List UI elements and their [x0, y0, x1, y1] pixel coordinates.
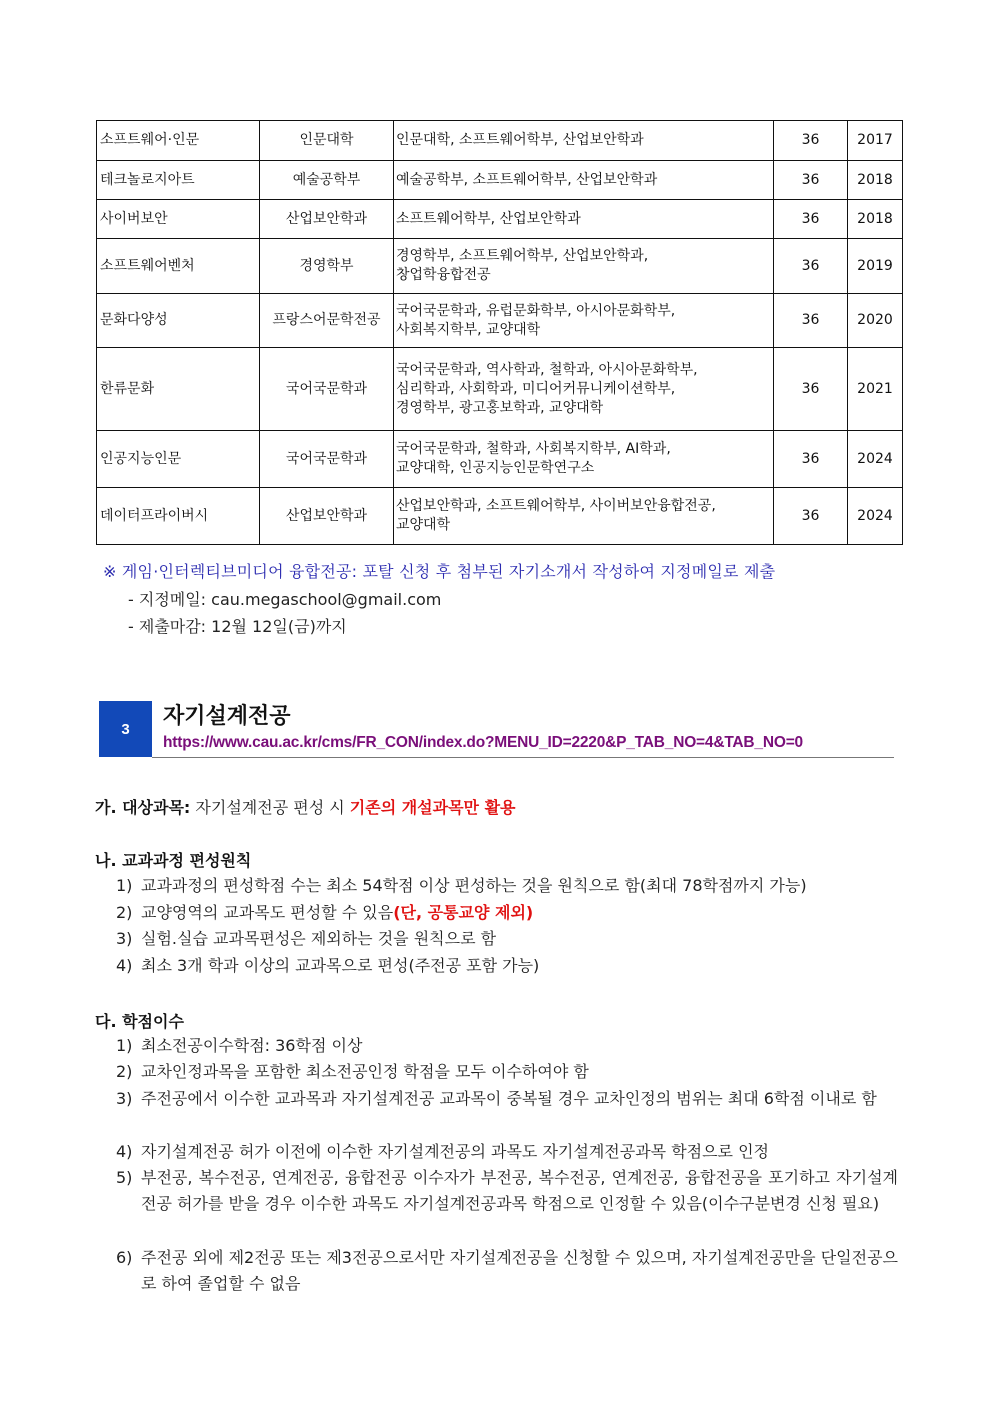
dept-line: 창업학융합전공 [396, 267, 491, 283]
list-item-text [141, 953, 898, 979]
table-row [97, 294, 903, 348]
list-item-body: 최소 3개 학과 이상의 교과목으로 편성(주전공 포함 가능) [141, 956, 540, 975]
list-item-number: 4) [116, 1142, 133, 1161]
year-cell: 2021 [848, 348, 903, 431]
credits-cell: 36 [774, 200, 848, 239]
list-item-body: 부전공, 복수전공, 연계전공, 융합전공 이수자가 부전공, 복수전공, 연계전공, 융합전공을 포기하고 자기설계전공 허가를 받을 경우 이수한 과목도 자기설계전공과목 학점으로 인정할 수 있음(이수구분변경 신청 필요) [141, 1168, 898, 1213]
list-item-number: 3) [116, 1089, 133, 1108]
credits-cell: 36 [774, 431, 848, 488]
year-cell: 2018 [848, 200, 903, 239]
dept-line: 예술공학부, 소프트웨어학부, 산업보안학과 [396, 171, 658, 188]
dept-line: 국어국문학과, 유럽문화학부, 아시아문화학부, [396, 302, 676, 319]
major-name-cell: 소프트웨어벤처 [97, 239, 260, 294]
list-item-text [141, 1139, 898, 1165]
list-item-text [141, 1033, 898, 1059]
list-item-text [141, 873, 898, 899]
target-courses-line [95, 795, 515, 818]
target-courses-highlight: 기존의 개설과목만 활용 [349, 798, 516, 817]
host-dept-cell: 경영학부 [260, 239, 394, 294]
list-item [116, 1245, 898, 1297]
credits-cell: 36 [774, 348, 848, 431]
target-courses-heading: 가. 대상과목: [95, 798, 191, 817]
host-dept-cell: 예술공학부 [260, 161, 394, 200]
year-cell: 2019 [848, 239, 903, 294]
table-row [97, 200, 903, 239]
participating-depts-cell [394, 239, 774, 294]
host-dept-cell: 국어국문학과 [260, 431, 394, 488]
participating-depts-cell [394, 161, 774, 200]
list-item-number: 4) [116, 956, 133, 975]
host-dept-cell: 인문대학 [260, 121, 394, 161]
dept-line: 교양대학, 인공지능인문학연구소 [396, 460, 595, 476]
list-item [116, 1086, 898, 1112]
credits-cell: 36 [774, 121, 848, 161]
credits-cell: 36 [774, 239, 848, 294]
list-item [116, 1059, 898, 1085]
participating-depts-cell [394, 200, 774, 239]
convergence-major-table [96, 120, 903, 545]
table-row [97, 121, 903, 161]
major-name-cell: 데이터프라이버시 [97, 488, 260, 545]
list-item-number: 6) [116, 1248, 133, 1267]
dept-line: 소프트웨어학부, 산업보안학과 [396, 210, 581, 227]
section-divider [152, 757, 894, 758]
credits-cell: 36 [774, 294, 848, 348]
list-item-highlight: (단, 공통교양 제외) [393, 903, 534, 922]
list-item [116, 953, 898, 979]
dept-line: 사회복지학부, 교양대학 [396, 321, 541, 338]
credits-cell: 36 [774, 161, 848, 200]
dept-line: 경영학부, 광고홍보학과, 교양대학 [396, 399, 604, 416]
list-item [116, 1165, 898, 1217]
major-name-cell: 사이버보안 [97, 200, 260, 239]
table-row [97, 488, 903, 545]
list-item-text [141, 926, 898, 952]
table-row [97, 161, 903, 200]
list-item [116, 1139, 898, 1165]
year-cell: 2024 [848, 488, 903, 545]
list-item-text [141, 1245, 898, 1297]
dept-line: 교양대학 [396, 517, 451, 533]
dept-line: 국어국문학과, 철학과, 사회복지학부, AI학과, [396, 441, 671, 457]
dept-line: 국어국문학과, 역사학과, 철학과, 아시아문화학부, [396, 361, 698, 378]
dept-line: 인문대학, 소프트웨어학부, 산업보안학과 [396, 132, 644, 148]
list-item [116, 926, 898, 952]
year-cell: 2017 [848, 121, 903, 161]
list-item-body: 주전공에서 이수한 교과목과 자기설계전공 교과목이 중복될 경우 교차인정의 범위는 최대 6학점 이내로 함 [141, 1089, 877, 1108]
deadline-line: - 제출마감: 12월 12일(금)까지 [128, 617, 347, 636]
list-item-body: 교차인정과목을 포함한 최소전공인정 학점을 모두 이수하여야 함 [141, 1062, 589, 1081]
credit-completion-heading: 다. 학점이수 [95, 1012, 184, 1031]
major-name-cell: 한류문화 [97, 348, 260, 431]
host-dept-cell: 산업보안학과 [260, 200, 394, 239]
list-item-text [141, 1086, 898, 1112]
list-item-text [141, 1059, 898, 1085]
list-item-number: 1) [116, 876, 133, 895]
list-item-body: 실험.실습 교과목편성은 제외하는 것을 원칙으로 함 [141, 929, 497, 948]
list-item-number: 2) [116, 903, 133, 922]
host-dept-cell: 프랑스어문학전공 [260, 294, 394, 348]
dept-line: 경영학부, 소프트웨어학부, 산업보안학과, [396, 248, 649, 264]
section-url-link[interactable]: https://www.cau.ac.kr/cms/FR_CON/index.do?MENU_ID=2220&P_TAB_NO=4&TAB_NO=0 [163, 734, 803, 751]
major-name-cell: 소프트웨어·인문 [97, 121, 260, 161]
list-item-text [141, 900, 898, 926]
designated-email-line: - 지정메일: cau.megaschool@gmail.com [128, 590, 442, 609]
participating-depts-cell [394, 294, 774, 348]
dept-line: 산업보안학과, 소프트웨어학부, 사이버보안융합전공, [396, 498, 716, 514]
table-row [97, 239, 903, 294]
section-number-badge: 3 [99, 701, 152, 757]
list-item [116, 873, 898, 899]
section-title: 자기설계전공 [163, 704, 291, 729]
dept-line: 심리학과, 사회학과, 미디어커뮤니케이션학부, [396, 380, 676, 397]
list-item-body: 주전공 외에 제2전공 또는 제3전공으로서만 자기설계전공을 신청할 수 있으며, 자기설계전공만을 단일전공으로 하여 졸업할 수 없음 [141, 1248, 898, 1293]
major-name-cell: 인공지능인문 [97, 431, 260, 488]
year-cell: 2020 [848, 294, 903, 348]
target-courses-text: 자기설계전공 편성 시 [190, 798, 350, 817]
participating-depts-cell [394, 488, 774, 545]
list-item [116, 900, 898, 926]
list-item-number: 1) [116, 1036, 133, 1055]
list-item-number: 5) [116, 1168, 133, 1187]
list-item [116, 1033, 898, 1059]
list-item-number: 2) [116, 1062, 133, 1081]
list-item-text [141, 1165, 898, 1217]
curriculum-principles-heading: 나. 교과과정 편성원칙 [95, 851, 252, 870]
participating-depts-cell [394, 431, 774, 488]
participating-depts-cell [394, 121, 774, 161]
list-item-body: 교과과정의 편성학점 수는 최소 54학점 이상 편성하는 것을 원칙으로 함(최대 78학점까지 가능) [141, 876, 807, 895]
major-name-cell: 테크놀로지아트 [97, 161, 260, 200]
table-row [97, 431, 903, 488]
major-name-cell: 문화다양성 [97, 294, 260, 348]
list-item-body: 최소전공이수학점: 36학점 이상 [141, 1036, 363, 1055]
credits-cell: 36 [774, 488, 848, 545]
participating-depts-cell [394, 348, 774, 431]
year-cell: 2018 [848, 161, 903, 200]
list-item-body: 교양영역의 교과목도 편성할 수 있음 [141, 903, 394, 922]
table-row [97, 348, 903, 431]
host-dept-cell: 산업보안학과 [260, 488, 394, 545]
year-cell: 2024 [848, 431, 903, 488]
host-dept-cell: 국어국문학과 [260, 348, 394, 431]
list-item-body: 자기설계전공 허가 이전에 이수한 자기설계전공의 과목도 자기설계전공과목 학점으로 인정 [141, 1142, 770, 1161]
game-media-note: ※ 게임·인터렉티브미디어 융합전공: 포탈 신청 후 첨부된 자기소개서 작성하여 지정메일로 제출 [103, 562, 776, 581]
list-item-number: 3) [116, 929, 133, 948]
